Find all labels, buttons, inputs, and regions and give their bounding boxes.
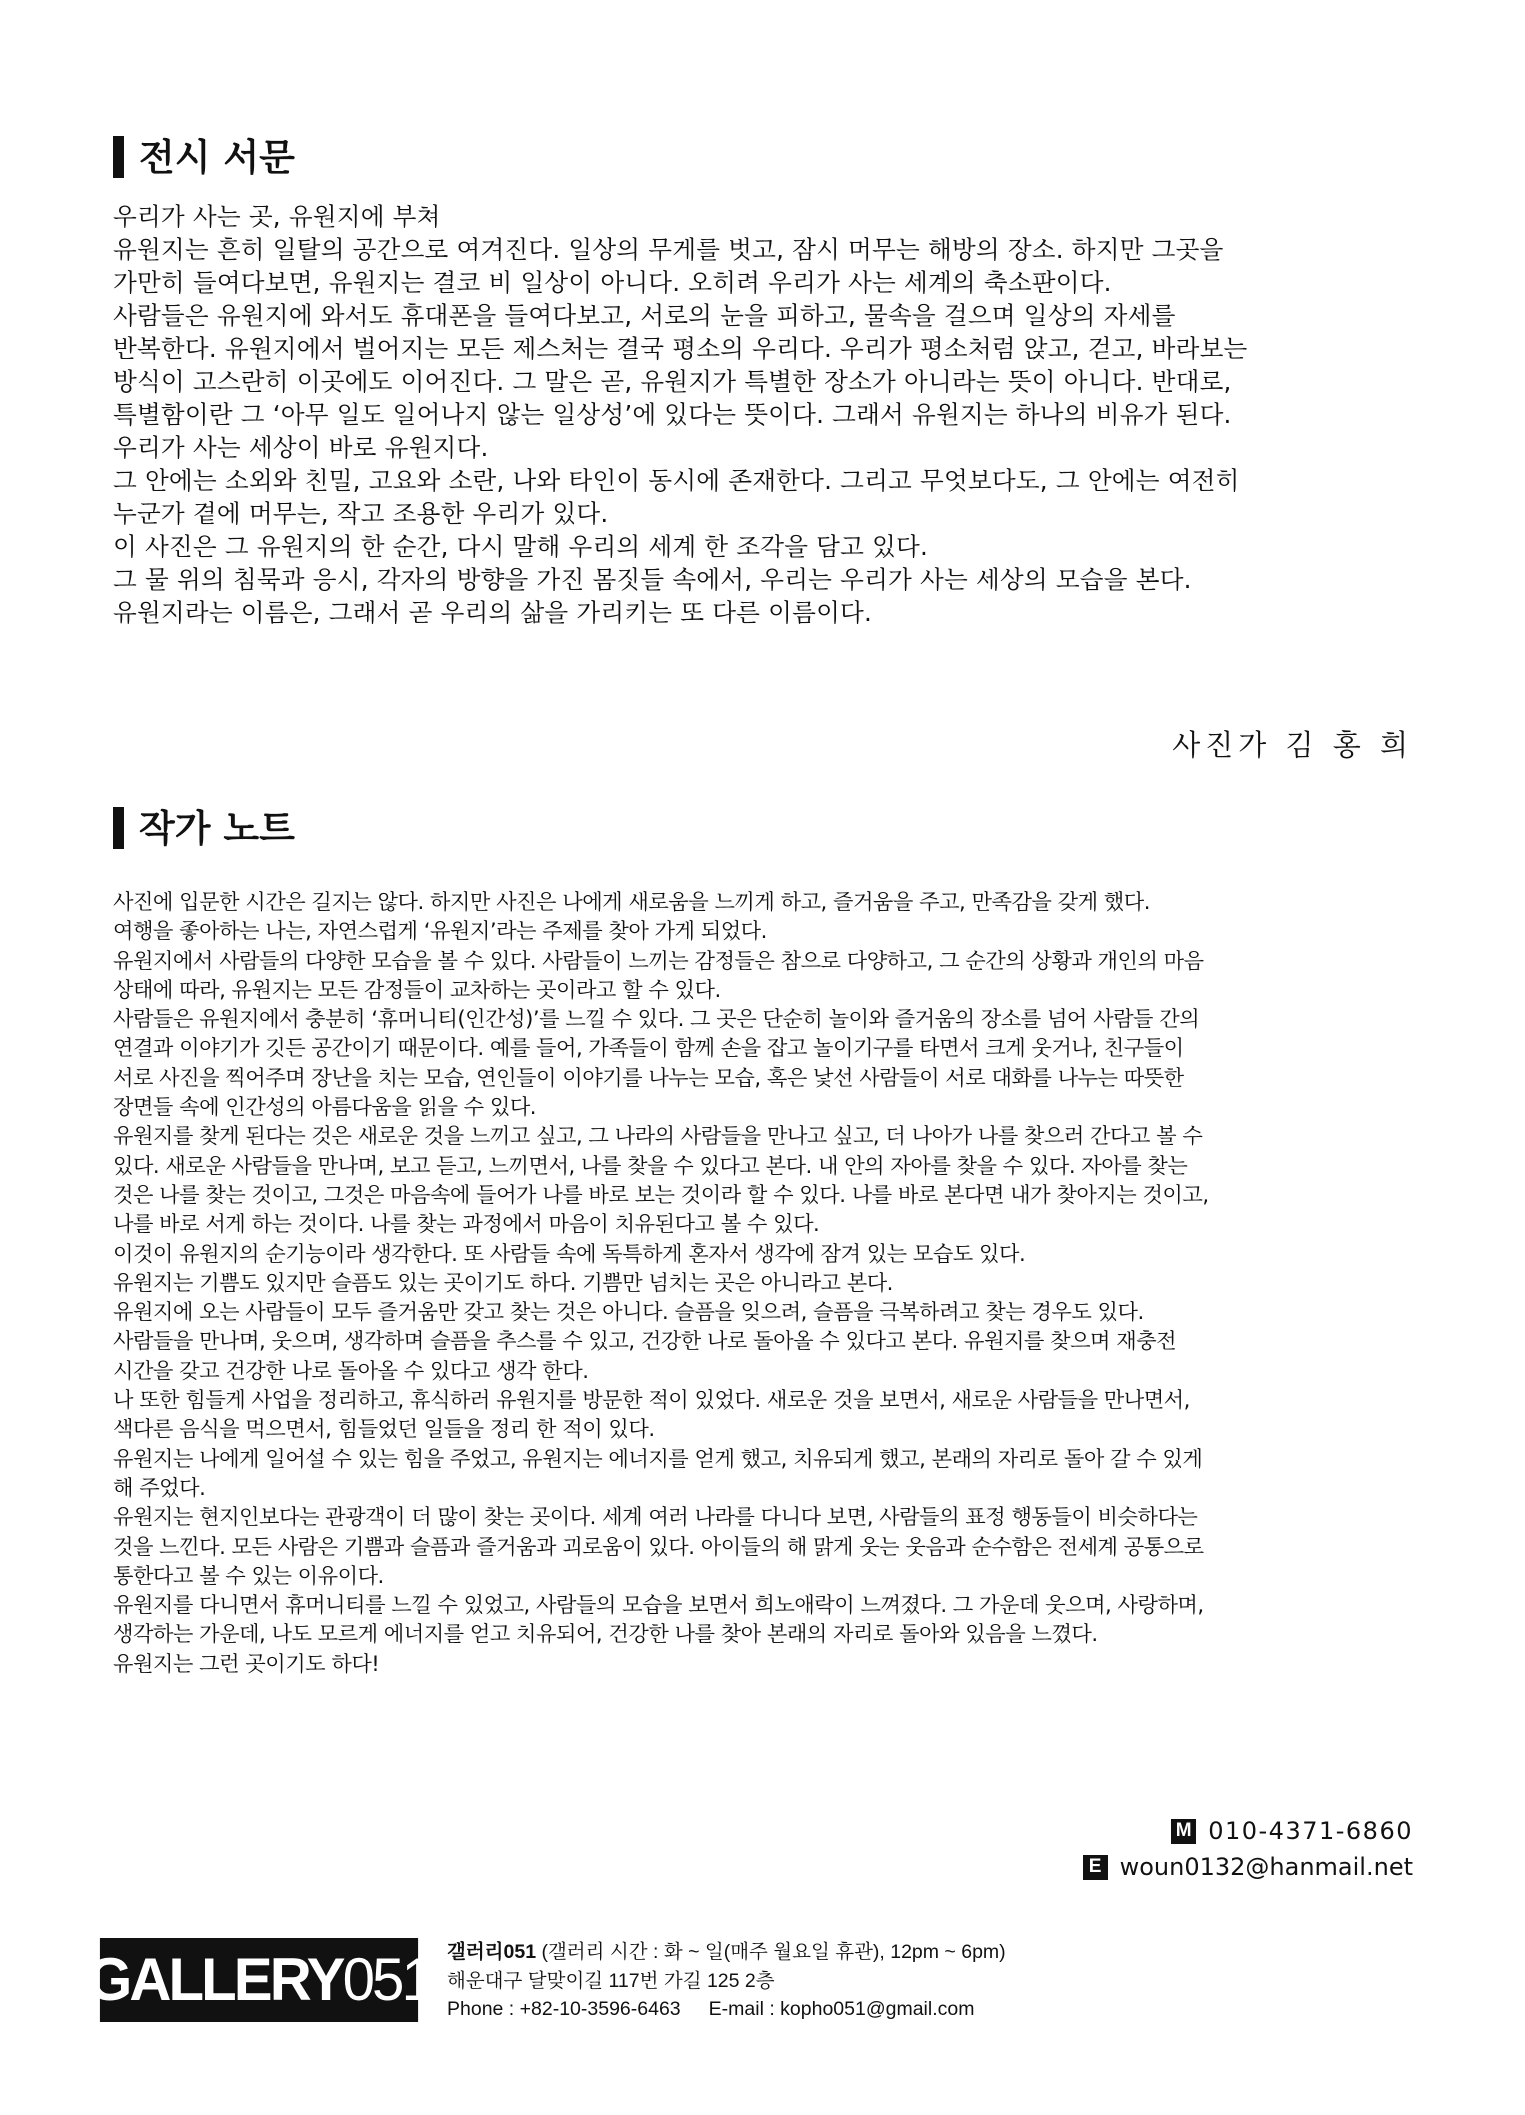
intro-text-line: 가만히 들여다보면, 유원지는 결코 비 일상이 아니다. 오히려 우리가 사는 세계의 축소판이다. (113, 268, 1112, 297)
gallery-address: 해운대구 달맞이길 117번 가길 125 2층 (447, 1969, 775, 1992)
mobile-icon: M (1171, 1819, 1196, 1844)
intro-text-line: 반복한다. 유원지에서 벌어지는 모든 제스처는 결국 평소의 우리다. 우리가 평소처럼 앉고, 걷고, 바라보는 (113, 334, 1248, 363)
intro-text-line: 방식이 고스란히 이곳에도 이어진다. 그 말은 곧, 유원지가 특별한 장소가 아니라는 뜻이 아니다. 반대로, (113, 367, 1232, 396)
intro-text-line: 사람들은 유원지에 와서도 휴대폰을 들여다보고, 서로의 눈을 피하고, 물속을 걸으며 일상의 자세를 (113, 301, 1176, 330)
intro-text-line: 특별함이란 그 ‘아무 일도 일어나지 않는 일상성’에 있다는 뜻이다. 그래서 유원지는 하나의 비유가 된다. (113, 400, 1232, 429)
note-text-line: 나를 바로 서게 하는 것이다. 나를 찾는 과정에서 마음이 치유된다고 볼 수 있다. (113, 1211, 820, 1237)
intro-text-line: 유원지라는 이름은, 그래서 곧 우리의 삶을 가리키는 또 다른 이름이다. (113, 598, 873, 627)
gallery-name: 갤러리051 (447, 1941, 537, 1963)
artist-note-heading (113, 807, 295, 849)
gallery-logo-word: GALLERY (87, 1946, 343, 2013)
note-text-line: 사람들은 유원지에서 충분히 ‘휴머니티(인간성)’를 느낄 수 있다. 그 곳은 단순히 놀이와 즐거움의 장소를 넘어 사람들 간의 (113, 1006, 1200, 1032)
gallery-logo (87, 1938, 431, 2022)
gallery-hours: (갤러리 시간 : 화 ~ 일(매주 월요일 휴관), 12pm ~ 6pm) (536, 1941, 1006, 1963)
artist-note-text (113, 887, 1413, 1678)
note-text-line: 유원지를 찾게 된다는 것은 새로운 것을 느끼고 싶고, 그 나라의 사람들을 만나고 싶고, 더 나아가 나를 찾으러 간다고 볼 수 (113, 1123, 1203, 1149)
gallery-hours-line (447, 1938, 1006, 1967)
note-text-line: 것을 느낀다. 모든 사람은 기쁨과 슬픔과 즐거움과 괴로움이 있다. 아이들의 해 맑게 웃는 웃음과 순수함은 전세계 공통으로 (113, 1533, 1204, 1559)
note-text-line: 생각하는 가운데, 나도 모르게 에너지를 얻고 치유되어, 건강한 나를 찾아 본래의 자리로 돌아와 있음을 느꼈다. (113, 1621, 1098, 1647)
note-text-line: 사람들을 만나며, 웃으며, 생각하며 슬픔을 추스를 수 있고, 건강한 나로 돌아올 수 있다고 본다. 유원지를 찾으며 재충전 (113, 1328, 1177, 1354)
note-text-line: 서로 사진을 찍어주며 장난을 치는 모습, 연인들이 이야기를 나누는 모습, 혹은 낯선 사람들이 서로 대화를 나누는 따뜻한 (113, 1064, 1184, 1090)
contact-mobile (1171, 1816, 1413, 1846)
intro-text-line: 누군가 곁에 머무는, 작고 조용한 우리가 있다. (113, 499, 609, 528)
note-text-line: 여행을 좋아하는 나는, 자연스럽게 ‘유원지’라는 주제를 찾아 가게 되었다. (113, 918, 767, 944)
gallery-logo-number: 051 (342, 1946, 431, 2013)
gallery-contacts-line (447, 1995, 1006, 2024)
intro-text-line: 우리가 사는 곳, 유원지에 부쳐 (113, 202, 441, 231)
intro-text-line: 그 안에는 소외와 친밀, 고요와 소란, 나와 타인이 동시에 존재한다. 그리고 무엇보다도, 그 안에는 여전히 (113, 466, 1240, 495)
intro-text-line: 그 물 위의 침묵과 응시, 각자의 방향을 가진 몸짓들 속에서, 우리는 우리가 사는 세상의 모습을 본다. (113, 565, 1192, 594)
note-text-line: 나 또한 힘들게 사업을 정리하고, 휴식하러 유원지를 방문한 적이 있었다. 새로운 것을 보면서, 새로운 사람들을 만나면서, (113, 1387, 1190, 1413)
note-text-line: 것은 나를 찾는 것이고, 그것은 마음속에 들어가 나를 바로 보는 것이라 할 수 있다. 나를 바로 본다면 내가 찾아지는 것이고, (113, 1181, 1209, 1207)
gallery-email: E-mail : kopho051@gmail.com (708, 1998, 975, 2020)
note-text-line: 유원지는 그런 곳이기도 하다! (113, 1650, 380, 1676)
note-text-line: 장면들 속에 인간성의 아름다움을 읽을 수 있다. (113, 1094, 537, 1120)
note-text-line: 유원지에 오는 사람들이 모두 즐거움만 갖고 찾는 것은 아니다. 슬픔을 잊으려, 슬픔을 극복하려고 찾는 경우도 있다. (113, 1299, 1144, 1325)
note-text-line: 사진에 입문한 시간은 길지는 않다. 하지만 사진은 나에게 새로움을 느끼게 하고, 즐거움을 주고, 만족감을 갖게 했다. (113, 889, 1150, 914)
note-text-line: 상태에 따라, 유원지는 모든 감정들이 교차하는 곳이라고 할 수 있다. (113, 976, 721, 1002)
intro-text-line: 유원지는 흔히 일탈의 공간으로 여겨진다. 일상의 무게를 벗고, 잠시 머무는 해방의 장소. 하지만 그곳을 (113, 235, 1224, 264)
note-text-line: 유원지는 기쁨도 있지만 슬픔도 있는 곳이기도 하다. 기쁨만 넘치는 곳은 아니라고 본다. (113, 1269, 893, 1295)
note-text-line: 해 주었다. (113, 1474, 206, 1500)
exhibition-intro-text (113, 200, 1413, 629)
contact-email (1083, 1852, 1413, 1882)
artist-note-title: 작가 노트 (139, 806, 295, 850)
note-text-line: 있다. 새로운 사람들을 만나며, 보고 듣고, 느끼면서, 나를 찾을 수 있다고 본다. 내 안의 자아를 찾을 수 있다. 자아를 찾는 (113, 1152, 1188, 1178)
intro-text-line: 이 사진은 그 유원지의 한 순간, 다시 말해 우리의 세계 한 조각을 담고 있다. (113, 532, 929, 561)
mobile-number: 010-4371-6860 (1208, 1817, 1413, 1845)
gallery-info (447, 1938, 1006, 2024)
intro-text-line: 우리가 사는 세상이 바로 유원지다. (113, 433, 489, 462)
note-text-line: 이것이 유원지의 순기능이라 생각한다. 또 사람들 속에 독특하게 혼자서 생각에 잠겨 있는 모습도 있다. (113, 1240, 1026, 1266)
gallery-phone: Phone : +82-10-3596-6463 (447, 1998, 681, 2020)
note-text-line: 통한다고 볼 수 있는 이유이다. (113, 1562, 384, 1588)
exhibition-intro-heading (113, 136, 295, 178)
note-text-line: 시간을 갖고 건강한 나로 돌아올 수 있다고 생각 한다. (113, 1357, 589, 1383)
note-text-line: 연결과 이야기가 깃든 공간이기 때문이다. 예를 들어, 가족들이 함께 손을 잡고 놀이기구를 타면서 크게 웃거나, 친구들이 (113, 1035, 1184, 1061)
heading-bar-marker (113, 807, 124, 849)
note-text-line: 유원지에서 사람들의 다양한 모습을 볼 수 있다. 사람들이 느끼는 감정들은 참으로 다양하고, 그 순간의 상황과 개인의 마음 (113, 947, 1204, 973)
exhibition-intro-title: 전시 서문 (139, 135, 295, 179)
note-text-line: 유원지를 다니면서 휴머니티를 느낄 수 있었고, 사람들의 모습을 보면서 희노애락이 느껴졌다. 그 가운데 웃으며, 사랑하며, (113, 1592, 1204, 1618)
photographer-signature: 사진가 김 홍 희 (1172, 728, 1413, 762)
note-text-line: 유원지는 나에게 일어설 수 있는 힘을 주었고, 유원지는 에너지를 얻게 했고, 치유되게 했고, 본래의 자리로 돌아 갈 수 있게 (113, 1445, 1203, 1471)
email-address: woun0132@hanmail.net (1119, 1853, 1413, 1881)
note-text-line: 유원지는 현지인보다는 관광객이 더 많이 찾는 곳이다. 세계 여러 나라를 다니다 보면, 사람들의 표정 행동들이 비슷하다는 (113, 1504, 1198, 1530)
heading-bar-marker (113, 136, 124, 178)
email-icon: E (1083, 1855, 1108, 1880)
note-text-line: 색다른 음식을 먹으면서, 힘들었던 일들을 정리 한 적이 있다. (113, 1416, 655, 1442)
